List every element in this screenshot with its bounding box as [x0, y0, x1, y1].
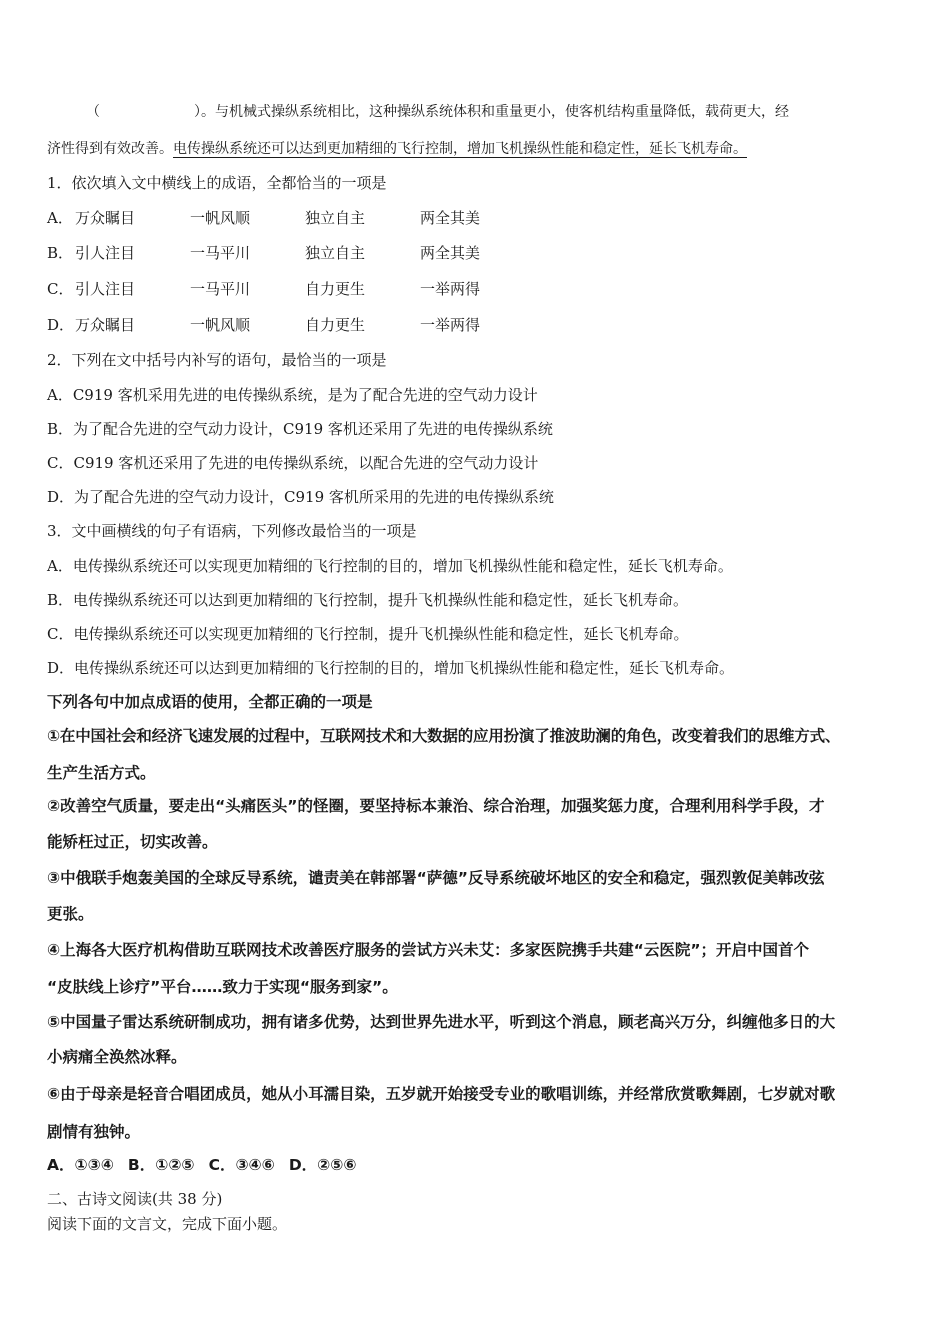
- q4-option-d[interactable]: D．②⑤⑥: [288, 1156, 357, 1174]
- q4-option-c[interactable]: C．③④⑥: [208, 1156, 275, 1174]
- q2-stem: 2．下列在文中括号内补写的语句，最恰当的一项是: [47, 351, 387, 369]
- q4-option-b[interactable]: B．①②⑤: [127, 1156, 195, 1174]
- underlined-sentence: 电传操纵系统还可以达到更加精细的飞行控制，增加飞机操纵性能和稳定性，延长飞机寿命。: [173, 141, 747, 157]
- q4-sentence-5: ⑤中国量子雷达系统研制成功，拥有诸多优势，达到世界先进水平，听到这个消息，顾老高兴万分，纠缠他多日的大: [47, 1013, 836, 1031]
- idiom: 一举两得: [420, 316, 481, 334]
- q4-stem: 下列各句中加点成语的使用，全都正确的一项是: [47, 693, 373, 711]
- idiom: 一马平川: [190, 280, 251, 298]
- option-letter: D．: [47, 316, 75, 334]
- q2-option-b[interactable]: B．为了配合先进的空气动力设计，C919 客机还采用了先进的电传操纵系统: [47, 420, 553, 438]
- idiom: 两全其美: [420, 244, 481, 262]
- q3-option-a[interactable]: A．电传操纵系统还可以实现更加精细的飞行控制的目的，增加飞机操纵性能和稳定性，延长飞机寿命。: [47, 557, 733, 575]
- q4-sentence-6-cont: 剧情有独钟。: [47, 1123, 141, 1141]
- option-letter: A．: [47, 209, 73, 227]
- section-2-intro: 阅读下面的文言文，完成下面小题。: [47, 1215, 288, 1233]
- idiom: 万众瞩目: [75, 209, 136, 227]
- q3-stem: 3．文中画横线的句子有语病，下列修改最恰当的一项是: [47, 522, 417, 540]
- idiom: 一举两得: [420, 280, 481, 298]
- q3-option-b[interactable]: B．电传操纵系统还可以达到更加精细的飞行控制，提升飞机操纵性能和稳定性，延长飞机寿命。: [47, 591, 689, 609]
- q1-option-a[interactable]: [47, 208, 480, 228]
- q4-sentence-6: ⑥由于母亲是轻音合唱团成员，她从小耳濡目染，五岁就开始接受专业的歌唱训练，并经常欣赏歌舞剧，七岁就对歌: [47, 1085, 836, 1103]
- blank-parenthesis-open: （: [86, 104, 100, 120]
- idiom: 自力更生: [305, 316, 366, 334]
- passage-line-1-text: ）。与机械式操纵系统相比，这种操纵系统体积和重量更小，使客机结构重量降低，载荷更大，经: [194, 104, 789, 120]
- q4-sentence-2: ②改善空气质量，要走出“头痛医头”的怪圈，要坚持标本兼治、综合治理，加强奖惩力度，合理利用科学手段，才: [47, 797, 825, 815]
- idiom: 两全其美: [420, 209, 481, 227]
- idiom: 万众瞩目: [75, 316, 136, 334]
- idiom: 一帆风顺: [190, 209, 251, 227]
- q4-sentence-4: ④上海各大医疗机构借助互联网技术改善医疗服务的尝试方兴未艾：多家医院携手共建“云医院”；开启中国首个: [47, 941, 810, 959]
- idiom: 自力更生: [305, 280, 366, 298]
- q2-option-d[interactable]: D．为了配合先进的空气动力设计，C919 客机所采用的先进的电传操纵系统: [47, 488, 554, 506]
- option-letter: C．: [47, 280, 74, 298]
- q1-stem: 1．依次填入文中横线上的成语，全都恰当的一项是: [47, 174, 387, 192]
- idiom: 引人注目: [75, 280, 136, 298]
- passage-line-1: [86, 102, 789, 122]
- q1-option-d[interactable]: [47, 315, 480, 335]
- q4-sentence-1-cont: 生产生活方式。: [47, 764, 156, 782]
- q1-option-c[interactable]: [47, 279, 480, 299]
- passage-line-2-text: 济性得到有效改善。: [47, 141, 173, 157]
- q4-sentence-1: ①在中国社会和经济飞速发展的过程中，互联网技术和大数据的应用扮演了推波助澜的角色，改变着我们的思维方式、: [47, 727, 841, 745]
- idiom: 一帆风顺: [190, 316, 251, 334]
- passage-line-2: [47, 139, 747, 159]
- q2-option-c[interactable]: C．C919 客机还采用了先进的电传操纵系统，以配合先进的空气动力设计: [47, 454, 539, 472]
- q4-option-a[interactable]: A．①③④: [47, 1156, 114, 1174]
- q4-answer-options: [47, 1155, 357, 1175]
- q4-sentence-3: ③中俄联手炮轰美国的全球反导系统，谴责美在韩部署“萨德”反导系统破坏地区的安全和稳定，强烈敦促美韩改弦: [47, 869, 825, 887]
- idiom: 独立自主: [305, 209, 366, 227]
- q2-option-a[interactable]: A．C919 客机采用先进的电传操纵系统，是为了配合先进的空气动力设计: [47, 386, 538, 404]
- q3-option-c[interactable]: C．电传操纵系统还可以实现更加精细的飞行控制，提升飞机操纵性能和稳定性，延长飞机寿命。: [47, 625, 689, 643]
- idiom: 一马平川: [190, 244, 251, 262]
- q3-option-d[interactable]: D．电传操纵系统还可以达到更加精细的飞行控制的目的，增加飞机操纵性能和稳定性，延长飞机寿命。: [47, 659, 735, 677]
- q4-sentence-3-cont: 更张。: [47, 905, 94, 923]
- q1-option-b[interactable]: [47, 243, 480, 263]
- q4-sentence-5-cont: 小病痛全涣然冰释。: [47, 1048, 187, 1066]
- q4-sentence-2-cont: 能矫枉过正，切实改善。: [47, 833, 218, 851]
- idiom: 独立自主: [305, 244, 366, 262]
- q4-sentence-4-cont: “皮肤线上诊疗”平台……致力于实现“服务到家”。: [47, 978, 398, 996]
- idiom: 引人注目: [75, 244, 136, 262]
- option-letter: B．: [47, 244, 74, 262]
- section-2-title: 二、古诗文阅读(共 38 分): [47, 1190, 223, 1208]
